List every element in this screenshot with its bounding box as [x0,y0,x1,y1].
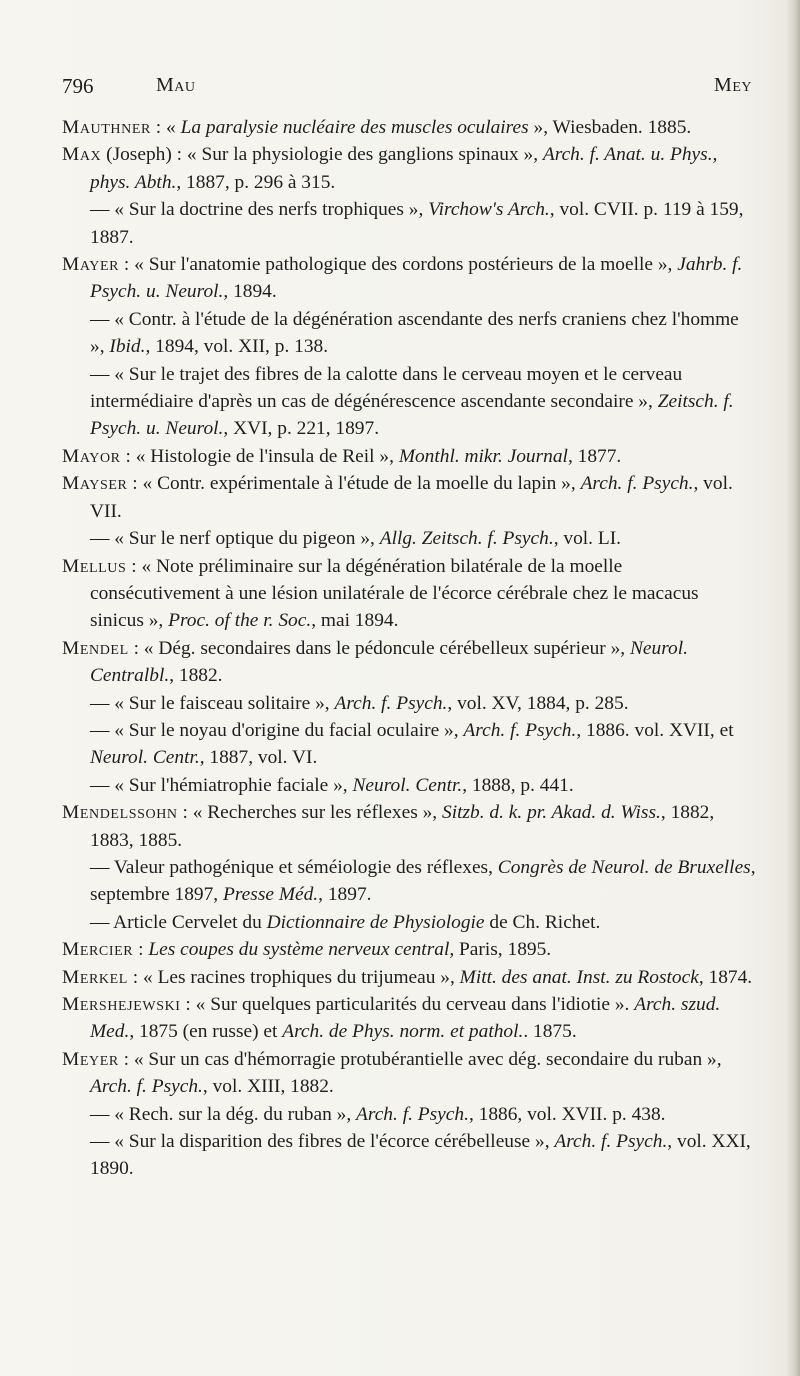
entry-text: : « Histologie de l'insula de Reil », [120,445,399,467]
entry-text: — « Rech. sur la dég. du ruban », [90,1103,357,1125]
bibliography-entry [62,799,756,854]
bibliography-sub-entry [62,717,756,772]
entry-text: — Valeur pathogénique et séméiologie des réflexes, [90,856,498,878]
bibliography-entry [62,964,756,991]
bibliography-entry [62,114,756,141]
author-name: Merkel [62,966,128,988]
author-name: Mellus [62,555,127,577]
entry-text: — « Sur le trajet des fibres de la calotte dans le cerveau moyen et le cerveau intermédiaire d'après un cas de dégénérescence ascendante secondaire », [90,363,683,413]
author-name: Mendel [62,637,129,659]
entry-text: : « Dég. secondaires dans le pédoncule cérébelleux supérieur », [128,637,630,659]
entry-text: , vol. XIII, 1882. [202,1076,334,1098]
entry-text: (Joseph) : « Sur la physiologie des ganglions spinaux », [101,144,543,166]
bibliography-sub-entry [62,1101,756,1128]
entry-text: , 1886, vol. XVII. p. 438. [468,1103,666,1125]
entry-text: , 1882. [169,665,223,687]
journal-title: Arch. f. Anat. u. Phys., phys. Abth. [90,144,718,193]
journal-title: Virchow's Arch. [428,199,550,221]
journal-title: Arch. f. Psych. [554,1131,668,1153]
bibliography-list [62,114,756,1183]
entry-text: , Paris, 1895. [449,939,552,961]
journal-title: Sitzb. d. k. pr. Akad. d. Wiss. [442,802,661,824]
entry-text: , vol. VII. [90,473,733,522]
entry-text: , mai 1894. [311,610,399,632]
entry-text: , 1894. [223,281,277,303]
bibliography-entry [62,470,756,525]
entry-text: , 1888, p. 441. [462,774,574,796]
entry-text: , 1894, vol. XII, p. 138. [145,336,329,358]
entry-text: . 1875. [523,1021,577,1043]
bibliography-sub-entry [62,361,756,443]
entry-text: — « Sur le nerf optique du pigeon », [90,528,380,550]
bibliography-entry [62,1046,756,1101]
author-name: Mayor [62,445,121,467]
entry-text: — « Sur l'hémiatrophie faciale », [90,774,353,796]
author-name: Mayser [62,473,128,495]
entry-text: , 1887, p. 296 à 315. [176,171,336,193]
bibliography-sub-entry [62,196,756,251]
journal-title: Zeitsch. f. Psych. u. Neurol. [90,391,734,440]
journal-title: Neurol. Centr. [352,774,463,796]
entry-text: , vol. CVII. p. 119 à 159, 1887. [90,199,744,248]
entry-text: », Wiesbaden. 1885. [528,117,692,138]
journal-title: La paralysie nucléaire des muscles oculaires [180,117,529,138]
entry-text: : « Contr. expérimentale à l'étude de la moelle du lapin », [127,473,581,495]
header-right-word: Mey [714,74,752,96]
entry-text: , XVI, p. 221, 1897. [223,418,380,440]
journal-title: Presse Méd. [223,884,319,906]
entry-text: , 1886. vol. XVII, et [576,719,734,741]
bibliography-sub-entry [62,909,756,936]
page-number: 796 [62,74,94,98]
journal-title: Arch. f. Psych. [356,1103,469,1125]
journal-title: Dictionnaire de Physiologie [266,911,485,933]
entry-text: : « Sur quelques particularités du cerveau dans l'idiotie ». [180,994,635,1015]
journal-title: Neurol. Centr. [90,747,200,769]
entry-text: , vol. LI. [553,528,622,550]
author-name: Mendelssohn [62,802,178,824]
entry-text: : « Sur un cas d'hémorragie protubérantielle avec dég. secondaire du ruban », [118,1048,722,1070]
entry-text: , 1877. [567,445,622,467]
bibliography-sub-entry [62,525,756,552]
journal-title: Arch. f. Psych. [90,1076,203,1098]
entry-text: de Ch. Richet. [484,911,601,933]
entry-text: , septembre 1897, [90,856,756,906]
entry-text: , 1882, 1883, 1885. [90,802,715,851]
journal-title: Arch. szud. Med. [90,994,721,1043]
entry-text: , vol. XXI, 1890. [90,1131,751,1180]
entry-text: — « Sur la doctrine des nerfs trophiques », [90,199,429,221]
entry-text: — « Sur la disparition des fibres de l'écorce cérébelleuse », [90,1131,555,1153]
author-name: Meyer [62,1048,119,1070]
entry-text: : « Recherches sur les réflexes », [177,802,442,824]
bibliography-sub-entry [62,690,756,717]
journal-title: Neurol. Centralbl. [90,637,688,687]
journal-title: Ibid. [109,336,146,358]
entry-text: : « Sur l'anatomie pathologique des cordons postérieurs de la moelle », [119,254,678,276]
entry-text: — « Contr. à l'étude de la dégénération ascendante des nerfs craniens chez l'homme », [90,308,739,358]
journal-title: Proc. of the r. Soc. [168,610,312,632]
bibliography-entry [62,635,756,690]
author-name: Mercier [62,939,134,961]
bibliography-entry [62,936,756,963]
bibliography-entry [62,991,756,1046]
header-left-word: Mau [156,74,196,96]
entry-text: : « Note préliminaire sur la dégénération bilatérale de la moelle consécutivement à une lésion unilatérale de l'écorce cérébrale chez le macacus sinicus », [90,555,699,632]
author-name: Mayer [62,254,120,276]
entry-text: : [133,939,149,961]
author-name: Mershejewski [62,994,181,1015]
journal-title: Allg. Zeitsch. f. Psych. [379,528,554,550]
journal-title: Monthl. mikr. Journal [398,445,568,467]
journal-title: Arch. f. Psych. [580,473,694,495]
entry-text: , vol. XV, 1884, p. 285. [447,692,629,714]
bibliography-sub-entry [62,854,756,909]
bibliography-entry [62,251,756,306]
entry-text: : « [150,117,181,138]
bibliography-entry [62,141,756,196]
entry-text: : « Les racines trophiques du trijumeau », [127,966,460,988]
journal-title: Arch. f. Psych. [463,719,577,741]
bibliography-sub-entry [62,772,756,799]
entry-text: — « Sur le noyau d'origine du facial oculaire », [90,719,464,741]
journal-title: Arch. de Phys. norm. et pathol. [282,1021,524,1043]
entry-text: , 1875 (en russe) et [129,1021,283,1043]
journal-title: Congrès de Neurol. de Bruxelles [497,856,751,878]
journal-title: Mitt. des anat. Inst. zu Rostock [459,966,699,988]
author-name: Max [62,144,102,166]
bibliography-sub-entry [62,1128,756,1183]
entry-text: — Article Cervelet du [90,911,267,933]
author-name: Mauthner [62,117,151,138]
entry-text: , 1887, vol. VI. [199,747,318,769]
journal-title: Les coupes du système nerveux central [148,939,450,961]
entry-text: , 1874. [698,966,753,988]
bibliography-entry [62,553,756,635]
entry-text: , 1897. [318,884,372,906]
bibliography-entry [62,443,756,470]
journal-title: Arch. f. Psych. [334,692,448,714]
running-header [62,70,752,104]
entry-text: — « Sur le faisceau solitaire », [90,692,335,714]
page-edge-shadow [786,0,800,1376]
bibliography-sub-entry [62,306,756,361]
journal-title: Jahrb. f. Psych. u. Neurol. [90,254,743,303]
